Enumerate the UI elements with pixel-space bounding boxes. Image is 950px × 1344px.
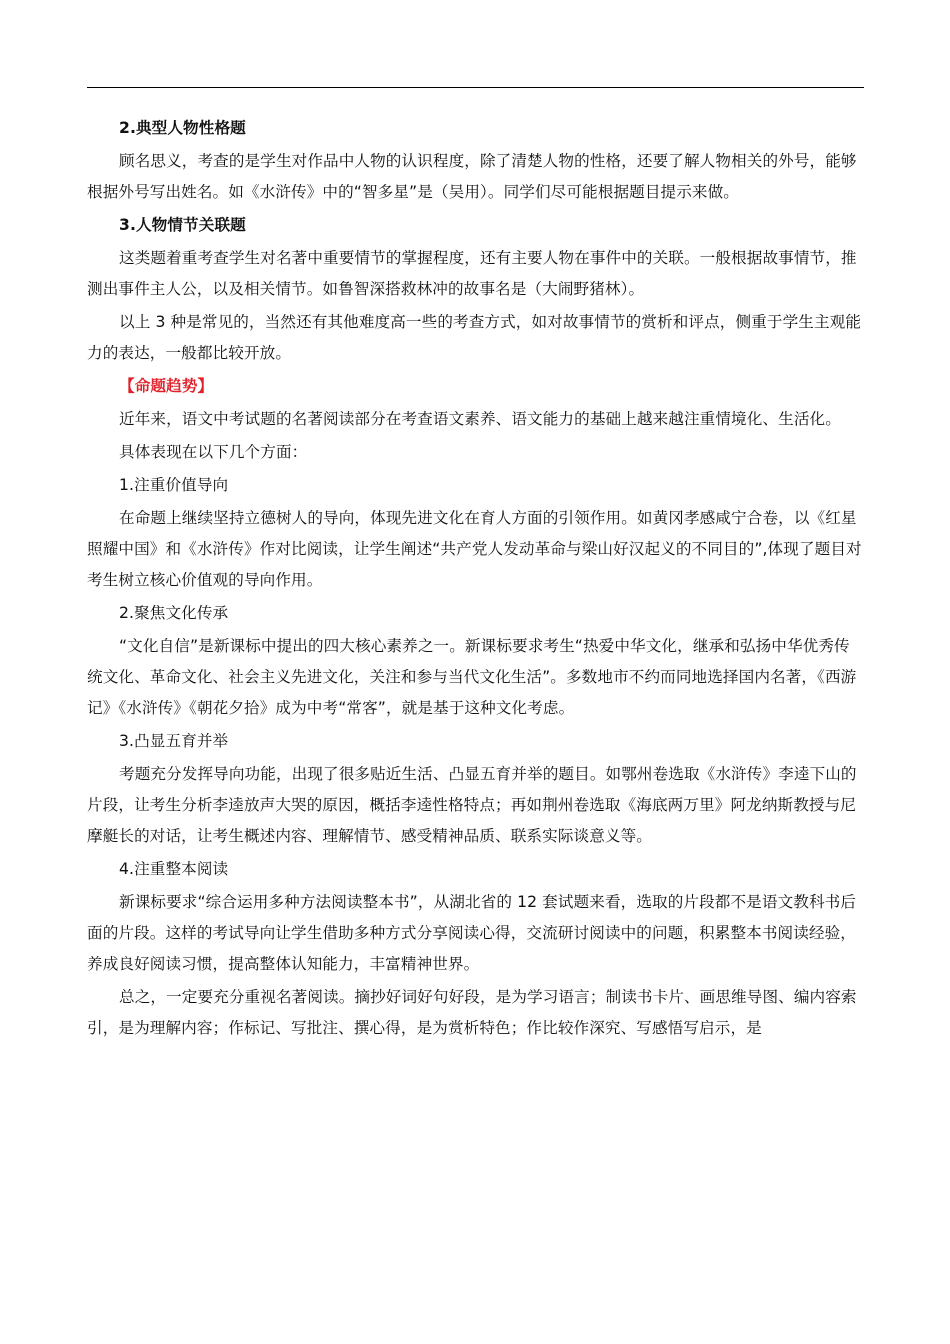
summary-paragraph: 以上 3 种是常见的，当然还有其他难度高一些的考查方式，如对故事情节的赏析和评点，侧重于学生主观能力的表达，一般都比较开放。: [87, 313, 862, 362]
trend-intro: 近年来，语文中考试题的名著阅读部分在考查语文素养、语文能力的基础上越来越注重情境化、生活化。: [119, 410, 841, 428]
trend-item-4-title: 4.注重整本阅读: [119, 860, 229, 878]
trend-item-3-body: 考题充分发挥导向功能，出现了很多贴近生活、凸显五育并举的题目。如鄂州卷选取《水浒传》李逵下山的片段，让考生分析李逵放声大哭的原因，概括李逵性格特点；再如荆州卷选取《海底两万里》阿龙纳斯教授与尼摩艇长的对话，让考生概述内容、理解情节、感受精神品质、联系实际谈意义等。: [87, 765, 857, 845]
conclusion-paragraph: 总之，一定要充分重视名著阅读。摘抄好词好句好段，是为学习语言；制读书卡片、画思维导图、编内容索引，是为理解内容；作标记、写批注、撰心得，是为赏析特色；作比较作深究、写感悟写启示，是: [87, 988, 857, 1037]
section-heading-2: 2.典型人物性格题: [119, 119, 246, 137]
trend-item-2-body: “文化自信”是新课标中提出的四大核心素养之一。新课标要求考生“热爱中华文化，继承和弘扬中华优秀传统文化、革命文化、社会主义先进文化，关注和参与当代文化生活”。多数地市不约而同地选择国内名著，《西游记》《水浒传》《朝花夕拾》成为中考“常客”，就是基于这种文化考虑。: [87, 637, 857, 717]
section-paragraph-3: 这类题着重考查学生对名著中重要情节的掌握程度，还有主要人物在事件中的关联。一般根据故事情节，推测出事件主人公，以及相关情节。如鲁智深搭救林冲的故事名是（大闹野猪林）。: [87, 249, 857, 298]
trend-lead: 具体表现在以下几个方面：: [119, 443, 308, 461]
trend-item-4-body: 新课标要求“综合运用多种方法阅读整本书”，从湖北省的 12 套试题来看，选取的片段都不是语文教科书后面的片段。这样的考试导向让学生借助多种方式分享阅读心得，交流研讨阅读中的问题，积累整本书阅读经验，养成良好阅读习惯，提高整体认知能力，丰富精神世界。: [87, 893, 857, 973]
header-rule: [87, 87, 864, 88]
section-paragraph-2: 顾名思义，考查的是学生对作品中人物的认识程度，除了清楚人物的性格，还要了解人物相关的外号，能够根据外号写出姓名。如《水浒传》中的“智多星”是（吴用）。同学们尽可能根据题目提示来做。: [87, 152, 857, 201]
document-body: [87, 113, 864, 1044]
trend-heading: 【命题趋势】: [119, 377, 214, 395]
trend-item-1-title: 1.注重价值导向: [119, 476, 229, 494]
trend-item-1-body: 在命题上继续坚持立德树人的导向，体现先进文化在育人方面的引领作用。如黄冈孝感咸宁合卷，以《红星照耀中国》和《水浒传》作对比阅读，让学生阐述“共产党人发动革命与梁山好汉起义的不同目的”,体现了题目对考生树立核心价值观的导向作用。: [87, 509, 862, 589]
trend-item-3-title: 3.凸显五育并举: [119, 732, 229, 750]
section-heading-3: 3.人物情节关联题: [119, 216, 246, 234]
trend-item-2-title: 2.聚焦文化传承: [119, 604, 229, 622]
